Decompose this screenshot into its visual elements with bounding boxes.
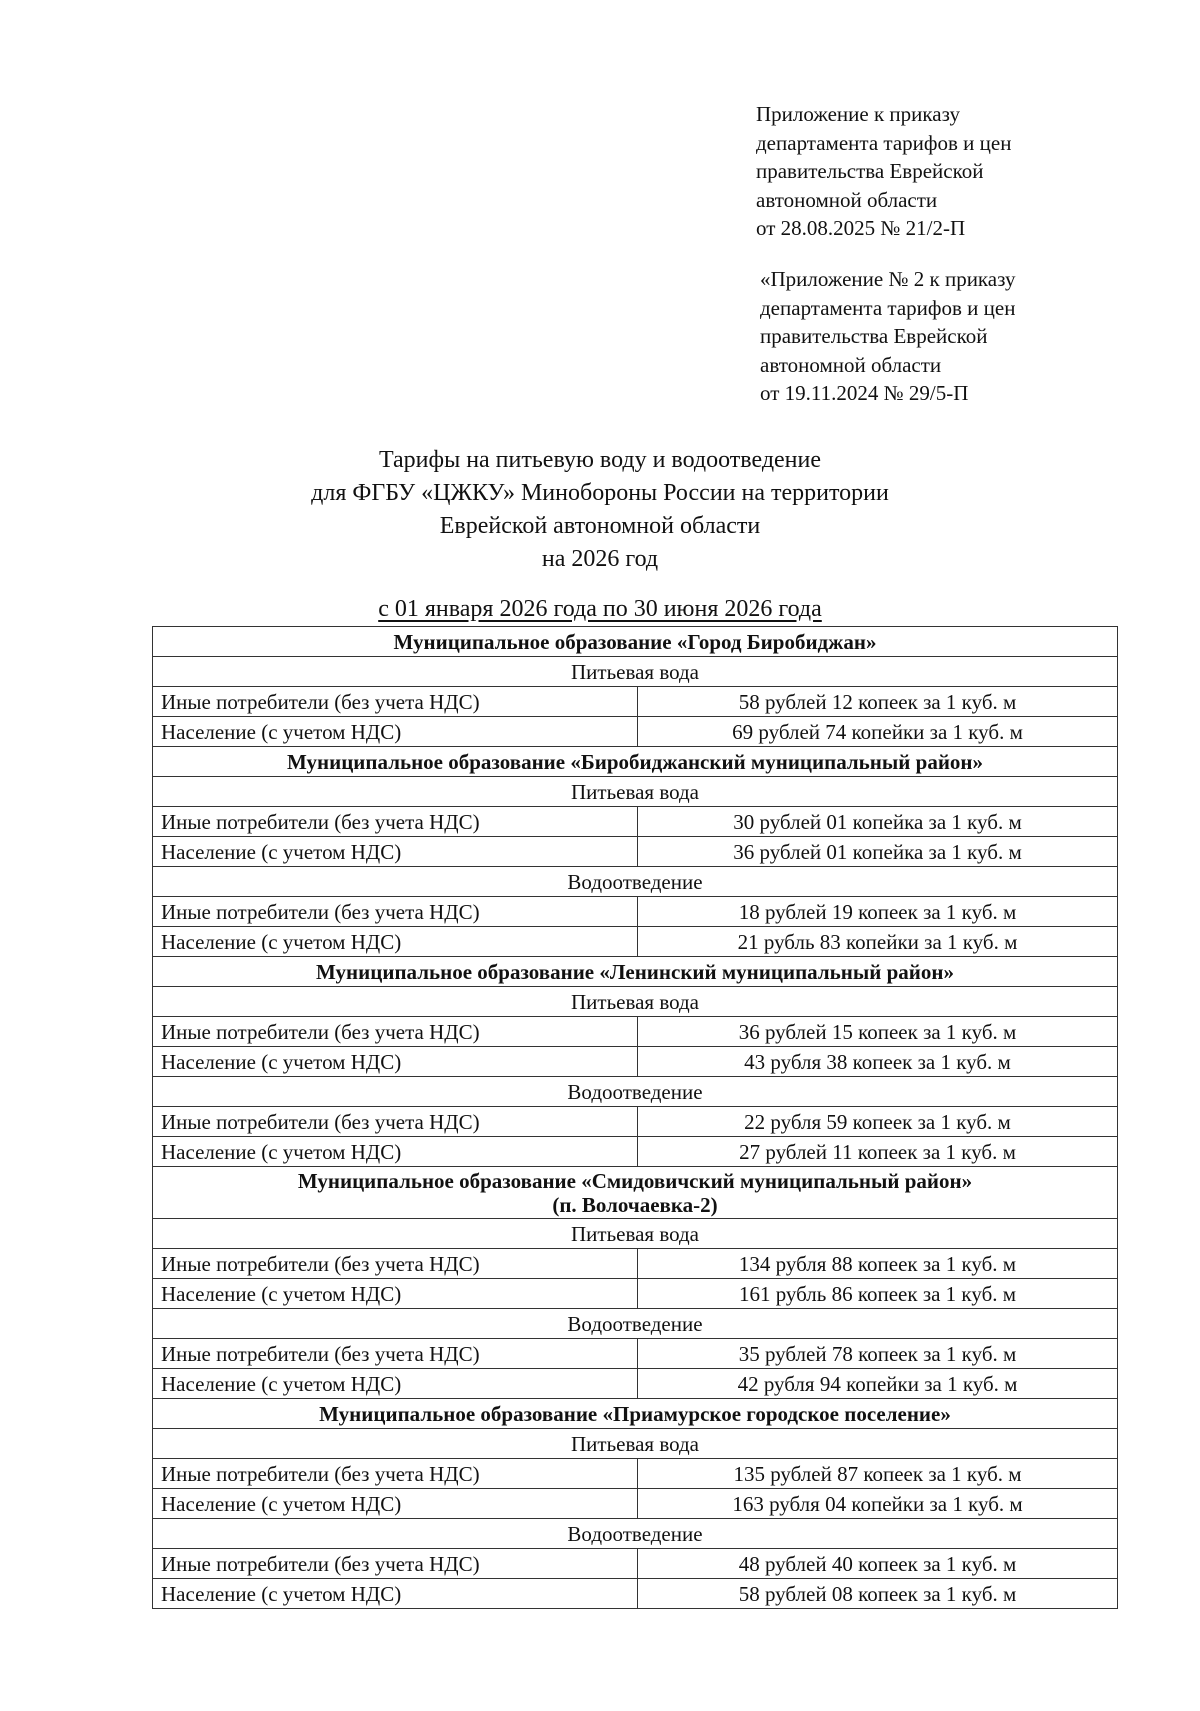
heading-line: Водоотведение xyxy=(567,870,703,894)
service-row xyxy=(153,1077,1118,1107)
title-line: Еврейской автономной области xyxy=(439,513,761,539)
tariff-rate: 42 рубля 94 копейки за 1 куб. м xyxy=(638,1369,1118,1399)
municipality-row xyxy=(153,1399,1118,1429)
service-heading xyxy=(153,657,1118,687)
tariff-period xyxy=(0,594,1200,624)
tariff-row xyxy=(153,1249,1118,1279)
tariff-row xyxy=(153,897,1118,927)
consumer-category: Иные потребители (без учета НДС) xyxy=(153,1017,638,1047)
municipality-heading xyxy=(153,957,1118,987)
annex-line: правительства Еврейской xyxy=(760,324,988,348)
municipality-heading xyxy=(153,747,1118,777)
service-heading xyxy=(153,1309,1118,1339)
service-heading xyxy=(153,987,1118,1017)
consumer-category: Население (с учетом НДС) xyxy=(153,837,638,867)
consumer-category: Иные потребители (без учета НДС) xyxy=(153,1339,638,1369)
tariff-row xyxy=(153,1137,1118,1167)
tariff-rate: 43 рубля 38 копеек за 1 куб. м xyxy=(638,1047,1118,1077)
tariff-rate: 36 рублей 15 копеек за 1 куб. м xyxy=(638,1017,1118,1047)
heading-line: (п. Волочаевка-2) xyxy=(552,1193,718,1217)
annex-line: автономной области xyxy=(756,187,938,212)
consumer-category: Иные потребители (без учета НДС) xyxy=(153,1459,638,1489)
service-row xyxy=(153,657,1118,687)
service-row xyxy=(153,1219,1118,1249)
consumer-category: Население (с учетом НДС) xyxy=(153,717,638,747)
annex-line: департамента тарифов и цен xyxy=(756,130,1012,155)
municipality-row xyxy=(153,747,1118,777)
tariff-rate: 135 рублей 87 копеек за 1 куб. м xyxy=(638,1459,1118,1489)
previous-annex-header xyxy=(760,265,1016,408)
consumer-category: Население (с учетом НДС) xyxy=(153,1579,638,1609)
service-heading xyxy=(153,1219,1118,1249)
annex-line: Приложение к приказу xyxy=(756,102,960,126)
service-row xyxy=(153,1519,1118,1549)
heading-line: Питьевая вода xyxy=(570,990,700,1014)
document-title xyxy=(0,444,1200,576)
heading-line: Муниципальное образование «Биробиджанский муниципальный район» xyxy=(286,750,984,774)
title-line: Тарифы на питьевую воду и водоотведение xyxy=(378,447,822,473)
tariff-row xyxy=(153,1107,1118,1137)
heading-line: Водоотведение xyxy=(567,1312,703,1336)
heading-line: Водоотведение xyxy=(567,1522,703,1546)
municipality-row xyxy=(153,957,1118,987)
tariff-row xyxy=(153,1369,1118,1399)
tariff-rate: 30 рублей 01 копейка за 1 куб. м xyxy=(638,807,1118,837)
heading-line: Питьевая вода xyxy=(570,780,700,804)
municipality-heading xyxy=(153,627,1118,657)
tariff-row xyxy=(153,837,1118,867)
service-heading xyxy=(153,1519,1118,1549)
consumer-category: Население (с учетом НДС) xyxy=(153,1137,638,1167)
consumer-category: Иные потребители (без учета НДС) xyxy=(153,1107,638,1137)
tariff-rate: 27 рублей 11 копеек за 1 куб. м xyxy=(638,1137,1118,1167)
consumer-category: Население (с учетом НДС) xyxy=(153,1489,638,1519)
municipality-heading xyxy=(153,1399,1118,1429)
tariff-row xyxy=(153,1549,1118,1579)
tariff-row xyxy=(153,1459,1118,1489)
annex-line: от 28.08.2025 № 21/2-П xyxy=(756,216,966,240)
consumer-category: Иные потребители (без учета НДС) xyxy=(153,687,638,717)
annex-line: департамента тарифов и цен xyxy=(760,295,1016,320)
tariff-row xyxy=(153,1579,1118,1609)
tariff-rate: 21 рубль 83 копейки за 1 куб. м xyxy=(638,927,1118,957)
tariff-row xyxy=(153,717,1118,747)
service-heading xyxy=(153,1429,1118,1459)
heading-line: Питьевая вода xyxy=(570,660,700,684)
service-row xyxy=(153,777,1118,807)
heading-line: Водоотведение xyxy=(567,1080,703,1104)
heading-line: Питьевая вода xyxy=(570,1432,700,1456)
annex-line: автономной области xyxy=(760,352,942,377)
municipality-row xyxy=(153,627,1118,657)
consumer-category: Население (с учетом НДС) xyxy=(153,927,638,957)
tariff-rate: 35 рублей 78 копеек за 1 куб. м xyxy=(638,1339,1118,1369)
consumer-category: Иные потребители (без учета НДС) xyxy=(153,897,638,927)
service-row xyxy=(153,987,1118,1017)
tariff-row xyxy=(153,1339,1118,1369)
annex-header xyxy=(756,100,1011,243)
heading-line: Питьевая вода xyxy=(570,1222,700,1246)
service-row xyxy=(153,1429,1118,1459)
tariff-rate: 36 рублей 01 копейка за 1 куб. м xyxy=(638,837,1118,867)
tariff-rate: 58 рублей 12 копеек за 1 куб. м xyxy=(638,687,1118,717)
tariff-row xyxy=(153,1017,1118,1047)
period-text: с 01 января 2026 года по 30 июня 2026 года xyxy=(378,596,822,622)
tariff-row xyxy=(153,687,1118,717)
tariff-row xyxy=(153,1279,1118,1309)
tariff-rate: 134 рубля 88 копеек за 1 куб. м xyxy=(638,1249,1118,1279)
tariff-rate: 58 рублей 08 копеек за 1 куб. м xyxy=(638,1579,1118,1609)
heading-line: Муниципальное образование «Смидовичский муниципальный район» xyxy=(297,1169,973,1193)
consumer-category: Иные потребители (без учета НДС) xyxy=(153,1549,638,1579)
consumer-category: Население (с учетом НДС) xyxy=(153,1369,638,1399)
heading-line: Муниципальное образование «Город Биробиджан» xyxy=(393,630,877,654)
annex-line: «Приложение № 2 к приказу xyxy=(760,267,1016,291)
tariff-rate: 69 рублей 74 копейки за 1 куб. м xyxy=(638,717,1118,747)
heading-line: Муниципальное образование «Ленинский муниципальный район» xyxy=(316,960,954,984)
title-line: для ФГБУ «ЦЖКУ» Минобороны России на территории xyxy=(311,480,889,506)
annex-line: правительства Еврейской xyxy=(756,159,984,183)
municipality-row xyxy=(153,1167,1118,1219)
title-line: на 2026 год xyxy=(541,546,659,572)
heading-line: Муниципальное образование «Приамурское городское поселение» xyxy=(319,1402,951,1426)
tariff-table-body xyxy=(153,627,1118,1609)
tariff-table xyxy=(152,626,1118,1609)
municipality-heading xyxy=(153,1167,1118,1219)
tariff-rate: 163 рубля 04 копейки за 1 куб. м xyxy=(638,1489,1118,1519)
service-heading xyxy=(153,1077,1118,1107)
tariff-row xyxy=(153,1489,1118,1519)
service-heading xyxy=(153,867,1118,897)
tariff-rate: 22 рубля 59 копеек за 1 куб. м xyxy=(638,1107,1118,1137)
tariff-row xyxy=(153,927,1118,957)
service-row xyxy=(153,867,1118,897)
consumer-category: Иные потребители (без учета НДС) xyxy=(153,807,638,837)
service-row xyxy=(153,1309,1118,1339)
annex-line: от 19.11.2024 № 29/5-П xyxy=(760,381,969,405)
tariff-row xyxy=(153,1047,1118,1077)
consumer-category: Население (с учетом НДС) xyxy=(153,1279,638,1309)
tariff-rate: 161 рубль 86 копеек за 1 куб. м xyxy=(638,1279,1118,1309)
tariff-rate: 48 рублей 40 копеек за 1 куб. м xyxy=(638,1549,1118,1579)
tariff-rate: 18 рублей 19 копеек за 1 куб. м xyxy=(638,897,1118,927)
consumer-category: Население (с учетом НДС) xyxy=(153,1047,638,1077)
service-heading xyxy=(153,777,1118,807)
consumer-category: Иные потребители (без учета НДС) xyxy=(153,1249,638,1279)
tariff-row xyxy=(153,807,1118,837)
